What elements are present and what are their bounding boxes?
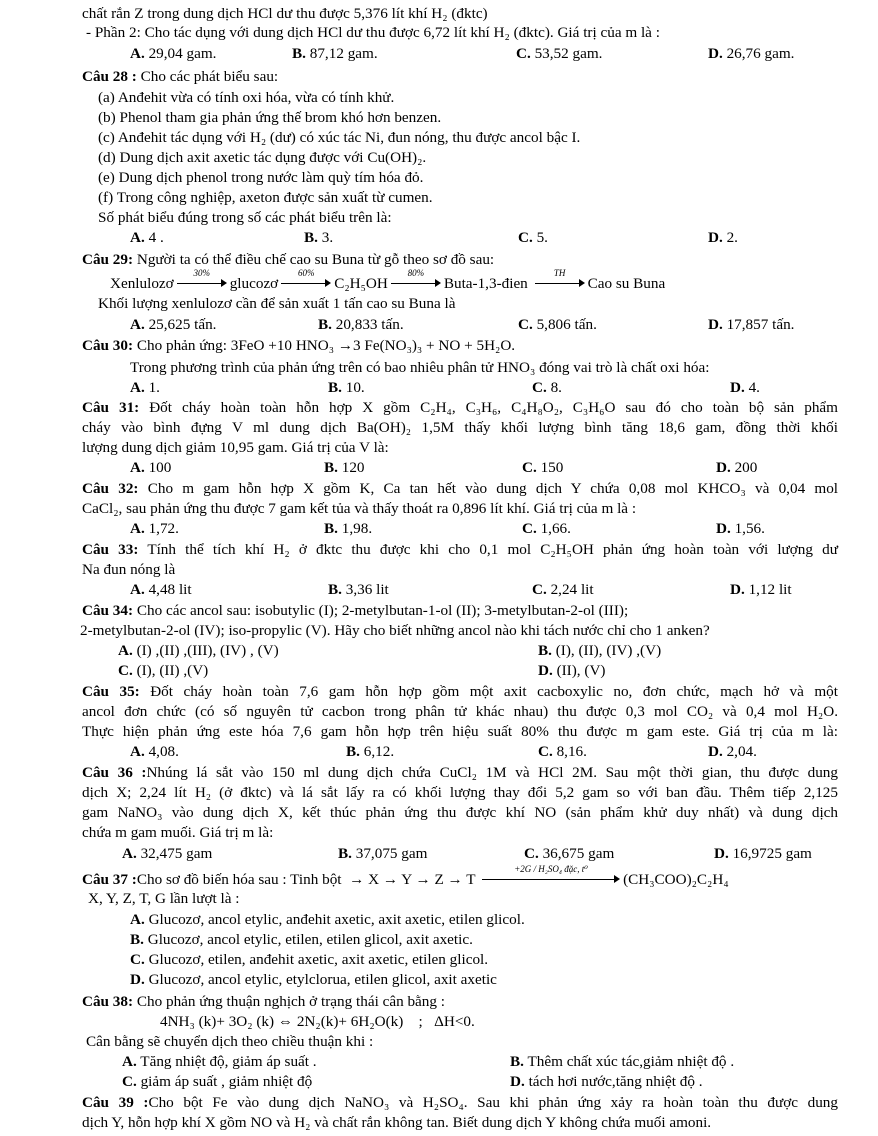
- question-stem: Cho phản ứng thuận nghịch ở trạng thái cân bằng :: [136, 993, 445, 1010]
- option-text: 4,08.: [148, 743, 179, 760]
- question-label: Câu 35:: [82, 683, 140, 700]
- question-text: Số phát biểu đúng trong số các phát biểu trên là:: [98, 209, 392, 226]
- option-letter: D.: [708, 316, 723, 333]
- text-line: chứa m gam muối. Giá trị m là:: [82, 824, 274, 841]
- option-letter: C.: [522, 520, 537, 537]
- text-line: ancol đơn chức (có số nguyên tử cacbon trong phân tử khác nhau) thu được 0,3 mol CO₂ và 0,4 mol H₂O.: [82, 703, 838, 720]
- question-stem: Người ta có thể điều chế cao su Buna từ gỗ theo sơ đồ sau:: [136, 251, 495, 268]
- arrow-icon: [482, 864, 620, 884]
- option-letter: C.: [524, 845, 539, 862]
- option-text: 10.: [345, 379, 365, 396]
- option-text: 25,625 tấn.: [148, 316, 217, 333]
- question-text: Cho bột Fe vào dung dịch NaNO₃ và H₂SO₄. Sau khi phản ứng xảy ra hoàn toàn thu được dung: [148, 1094, 838, 1111]
- option-text: Glucozơ, etilen, anđehit axetic, axit axetic, etilen glicol.: [148, 951, 489, 968]
- question-label: Câu 33:: [82, 541, 139, 558]
- equilibrium-equation: 4NH₃ (k)+ 3O₂ (k) ⇔ 2N₂(k)+ 6H₂O(k) ; ΔH<0.: [160, 1013, 475, 1030]
- statement: (a) Anđehit vừa có tính oxi hóa, vừa có tính khử.: [98, 89, 395, 106]
- option-text: Thêm chất xúc tác,giảm nhiệt độ .: [527, 1053, 735, 1070]
- option-text: Tăng nhiệt độ, giảm áp suất .: [140, 1053, 317, 1070]
- option-text: 5,806 tấn.: [536, 316, 597, 333]
- option-letter: C.: [122, 1073, 137, 1090]
- arrow-icon: [281, 268, 331, 288]
- option-text: 8.: [550, 379, 562, 396]
- arrow-label: +2G / H₂SO₄ đặc, t⁰: [514, 864, 588, 874]
- option-letter: C.: [538, 743, 553, 760]
- option-letter: D.: [510, 1073, 525, 1090]
- option-letter: B.: [346, 743, 360, 760]
- option-letter: C.: [532, 379, 547, 396]
- option-text: (II), (V): [556, 662, 606, 679]
- option-letter: D.: [714, 845, 729, 862]
- option-letter: A.: [118, 642, 133, 659]
- question-label: Câu 31:: [82, 399, 140, 416]
- option-letter: B.: [304, 229, 318, 246]
- option-letter: A.: [130, 911, 145, 928]
- option-letter: B.: [324, 520, 338, 537]
- option-text: 8,16.: [556, 743, 587, 760]
- text-line: 2-metylbutan-2-ol (IV); iso-propylic (V). Hãy cho biết những ancol nào khi tách nước chỉ cho 1 anken?: [80, 622, 710, 639]
- option-letter: C.: [118, 662, 133, 679]
- statement: (e) Dung dịch phenol trong nước làm quỳ tím hóa đỏ.: [98, 169, 424, 186]
- option-text: 3.: [321, 229, 334, 246]
- option-text: 3,36 lit: [345, 581, 389, 598]
- option-text: 2.: [726, 229, 738, 246]
- option-text: (I) ,(II) ,(III), (IV) , (V): [136, 642, 279, 659]
- text-line: dịch X; 2,24 lít H₂ (ở đktc) và lá sắt lấy ra có khối lượng thay đổi 5,2 gam so với ban đầu. Thêm tiếp 2,125: [82, 784, 838, 801]
- option-text: Glucozơ, ancol etylic, anđehit axetic, axit axetic, etilen glicol.: [148, 911, 525, 928]
- scheme-step: glucozơ: [229, 275, 279, 292]
- option-text: 36,675 gam: [542, 845, 615, 862]
- option-text: 2,24 lit: [550, 581, 594, 598]
- option-letter: A.: [122, 845, 137, 862]
- text-line: CaCl₂, sau phản ứng thu được 7 gam kết tủa và thấy thoát ra 0,896 lít khí. Giá trị của m là :: [82, 500, 637, 517]
- arrow-label: 30%: [193, 268, 210, 278]
- option-text: 29,04 gam.: [148, 45, 217, 62]
- option-text: 1,72.: [148, 520, 179, 537]
- option-letter: A.: [122, 1053, 137, 1070]
- option-text: (I), (II), (IV) ,(V): [555, 642, 662, 659]
- option-letter: C.: [516, 45, 531, 62]
- option-text: 17,857 tấn.: [726, 316, 795, 333]
- option-text: 100: [148, 459, 172, 476]
- arrow-icon: [177, 268, 227, 288]
- option-letter: A.: [130, 743, 145, 760]
- option-text: 6,12.: [363, 743, 395, 760]
- option-letter: D.: [708, 229, 723, 246]
- option-text: Glucozơ, ancol etylic, etilen, etilen glicol, axit axetic.: [147, 931, 473, 948]
- question-text: X, Y, Z, T, G lần lượt là :: [88, 890, 240, 907]
- option-letter: B.: [338, 845, 352, 862]
- option-text: 53,52 gam.: [534, 45, 603, 62]
- option-letter: A.: [130, 45, 145, 62]
- option-letter: B.: [292, 45, 306, 62]
- option-text: 20,833 tấn.: [335, 316, 404, 333]
- option-letter: B.: [510, 1053, 524, 1070]
- reaction-product: (CH₃COO)₂C₂H₄: [623, 871, 729, 888]
- question-text: Khối lượng xenlulozơ cần để sản xuất 1 tấn cao su Buna là: [98, 295, 456, 312]
- text-line: chất rắn Z trong dung dịch HCl dư thu được 5,376 lít khí H₂ (đktc): [82, 5, 488, 22]
- question-text: Nhúng lá sắt vào 150 ml dung dịch chứa CuCl₂ 1M và HCl 2M. Sau một thời gian, thu được dung: [146, 764, 838, 781]
- option-text: (I), (II) ,(V): [136, 662, 209, 679]
- option-letter: C.: [130, 951, 145, 968]
- option-letter: C.: [518, 229, 533, 246]
- option-letter: D.: [708, 45, 723, 62]
- option-letter: D.: [538, 662, 553, 679]
- statement: (d) Dung dịch axit axetic tác dụng được với Cu(OH)₂.: [98, 149, 427, 166]
- text-line: - Phần 2: Cho tác dụng với dung dịch HCl dư thu được 6,72 lít khí H₂ (đktc). Giá trị của m là :: [86, 24, 660, 41]
- option-letter: D.: [716, 459, 731, 476]
- question-stem: Cho phản ứng: 3FeO +10 HNO₃ →3 Fe(NO₃)₃ + NO + 5H₂O.: [136, 337, 516, 354]
- option-letter: B.: [328, 581, 342, 598]
- option-letter: B.: [538, 642, 552, 659]
- question-label: Câu 38:: [82, 993, 134, 1010]
- text-line: dịch Y, hỗn hợp khí X gồm NO và H₂ và chất rắn không tan. Biết dung dịch Y không chứa muối amoni.: [82, 1114, 712, 1131]
- question-text: Đốt cháy hoàn toàn 7,6 gam hỗn hợp gồm một axit cacboxylic no, đơn chức, mạch hở và một: [150, 683, 838, 700]
- option-text: 32,475 gam: [140, 845, 213, 862]
- option-letter: B.: [130, 931, 144, 948]
- option-text: 4,48 lit: [148, 581, 192, 598]
- question-stem: Cho các phát biểu sau:: [140, 68, 279, 85]
- scheme-step: Xenlulozơ: [110, 275, 174, 292]
- option-letter: D.: [730, 581, 745, 598]
- question-label: Câu 37 :: [82, 871, 137, 888]
- reaction-chain: → X → Y → Z → T: [349, 871, 476, 888]
- text-line: Na đun nóng là: [82, 561, 176, 578]
- question-label: Câu 30:: [82, 337, 134, 354]
- option-text: giảm áp suất , giảm nhiệt độ: [140, 1073, 313, 1090]
- option-letter: D.: [716, 520, 731, 537]
- option-letter: B.: [318, 316, 332, 333]
- option-letter: C.: [532, 581, 547, 598]
- option-letter: C.: [522, 459, 537, 476]
- statement: (c) Anđehit tác dụng với H₂ (dư) có xúc tác Ni, đun nóng, thu được ancol bậc I.: [98, 129, 581, 146]
- option-text: 1,56.: [734, 520, 765, 537]
- question-text: Cho các ancol sau: isobutylic (I); 2-metylbutan-1-ol (II); 3-metylbutan-2-ol (III);: [136, 602, 629, 619]
- option-text: 87,12 gam.: [309, 45, 378, 62]
- option-letter: A.: [130, 316, 145, 333]
- option-text: 16,9725 gam: [732, 845, 812, 862]
- arrow-icon: [391, 268, 441, 288]
- option-letter: B.: [328, 379, 342, 396]
- scheme-step: Buta-1,3-đien: [443, 275, 528, 292]
- question-label: Câu 32:: [82, 480, 139, 497]
- question-text: Cân bằng sẽ chuyển dịch theo chiều thuận khi :: [86, 1033, 374, 1050]
- scheme-step: Cao su Buna: [587, 275, 666, 292]
- option-text: 26,76 gam.: [726, 45, 795, 62]
- option-letter: D.: [708, 743, 723, 760]
- option-text: 37,075 gam: [355, 845, 428, 862]
- scheme-step: C₂H₅OH: [334, 275, 388, 292]
- option-letter: A.: [130, 229, 145, 246]
- option-text: 200: [734, 459, 758, 476]
- option-text: 1,66.: [540, 520, 571, 537]
- option-letter: B.: [324, 459, 338, 476]
- option-text: 120: [341, 459, 365, 476]
- arrow-label: 80%: [407, 268, 425, 278]
- question-label: Câu 34:: [82, 602, 134, 619]
- arrow-label: TH: [553, 268, 566, 278]
- text-line: gam NaNO₃ vào dung dịch X, kết thúc phản ứng thu được khí NO (sản phẩm khử duy nhất) và dung dịch: [82, 804, 838, 821]
- text-line: lượng dung dịch giảm 10,95 gam. Giá trị của V là:: [82, 439, 389, 456]
- option-letter: A.: [130, 459, 145, 476]
- question-text: Tính thể tích khí H₂ ở đktc thu được khi cho 0,1 mol C₂H₅OH phản ứng hoàn toàn với lượng dư: [147, 541, 838, 558]
- option-text: 5.: [536, 229, 548, 246]
- option-text: 4.: [748, 379, 760, 396]
- question-text: Đốt cháy hoàn toàn hỗn hợp X gồm C₂H₄, C₃H₆, C₄H₈O₂, C₃H₆O sau đó cho toàn bộ sản phẩm: [149, 399, 838, 416]
- option-text: 150: [540, 459, 564, 476]
- option-text: 1,12 lit: [748, 581, 792, 598]
- option-letter: D.: [730, 379, 745, 396]
- option-letter: C.: [518, 316, 533, 333]
- question-label: Câu 36 :: [82, 764, 147, 781]
- option-letter: A.: [130, 581, 145, 598]
- question-label: Câu 28 :: [82, 68, 137, 85]
- question-stem: Cho sơ đồ biến hóa sau : Tinh bột: [136, 871, 342, 888]
- arrow-icon: [535, 268, 585, 288]
- text-line: cháy vào bình đựng V ml dung dịch Ba(OH)₂ 1,5M thấy khối lượng bình tăng 18,6 gam, đồng thời khối: [82, 419, 838, 436]
- option-letter: D.: [130, 971, 145, 988]
- statement: (f) Trong công nghiệp, axeton được sản xuất từ cumen.: [98, 189, 433, 206]
- question-label: Câu 39 :: [82, 1094, 149, 1111]
- statement: (b) Phenol tham gia phản ứng thế brom khó hơn benzen.: [98, 109, 442, 126]
- option-text: 4 .: [148, 229, 164, 246]
- option-text: tách hơi nước,tăng nhiệt độ .: [528, 1073, 703, 1090]
- arrow-label: 60%: [297, 268, 315, 278]
- question-label: Câu 29:: [82, 251, 134, 268]
- question-text: Trong phương trình của phản ứng trên có bao nhiêu phân tử HNO₃ đóng vai trò là chất oxi hóa:: [130, 359, 710, 376]
- option-text: 2,04.: [726, 743, 757, 760]
- option-text: Glucozơ, ancol etylic, etylclorua, etilen glicol, axit axetic: [148, 971, 497, 988]
- question-text: Cho m gam hỗn hợp X gồm K, Ca tan hết vào dung dịch Y chứa 0,08 mol KHCO₃ và 0,04 mol: [147, 480, 839, 497]
- option-text: 1,98.: [341, 520, 373, 537]
- option-text: 1.: [148, 379, 160, 396]
- option-letter: A.: [130, 520, 145, 537]
- reaction-scheme: [110, 268, 838, 293]
- text-line: Thực hiện phản ứng este hóa 7,6 gam hỗn hợp trên hiệu suất 80% thu được m gam este. Giá trị của m là:: [82, 723, 838, 740]
- option-letter: A.: [130, 379, 145, 396]
